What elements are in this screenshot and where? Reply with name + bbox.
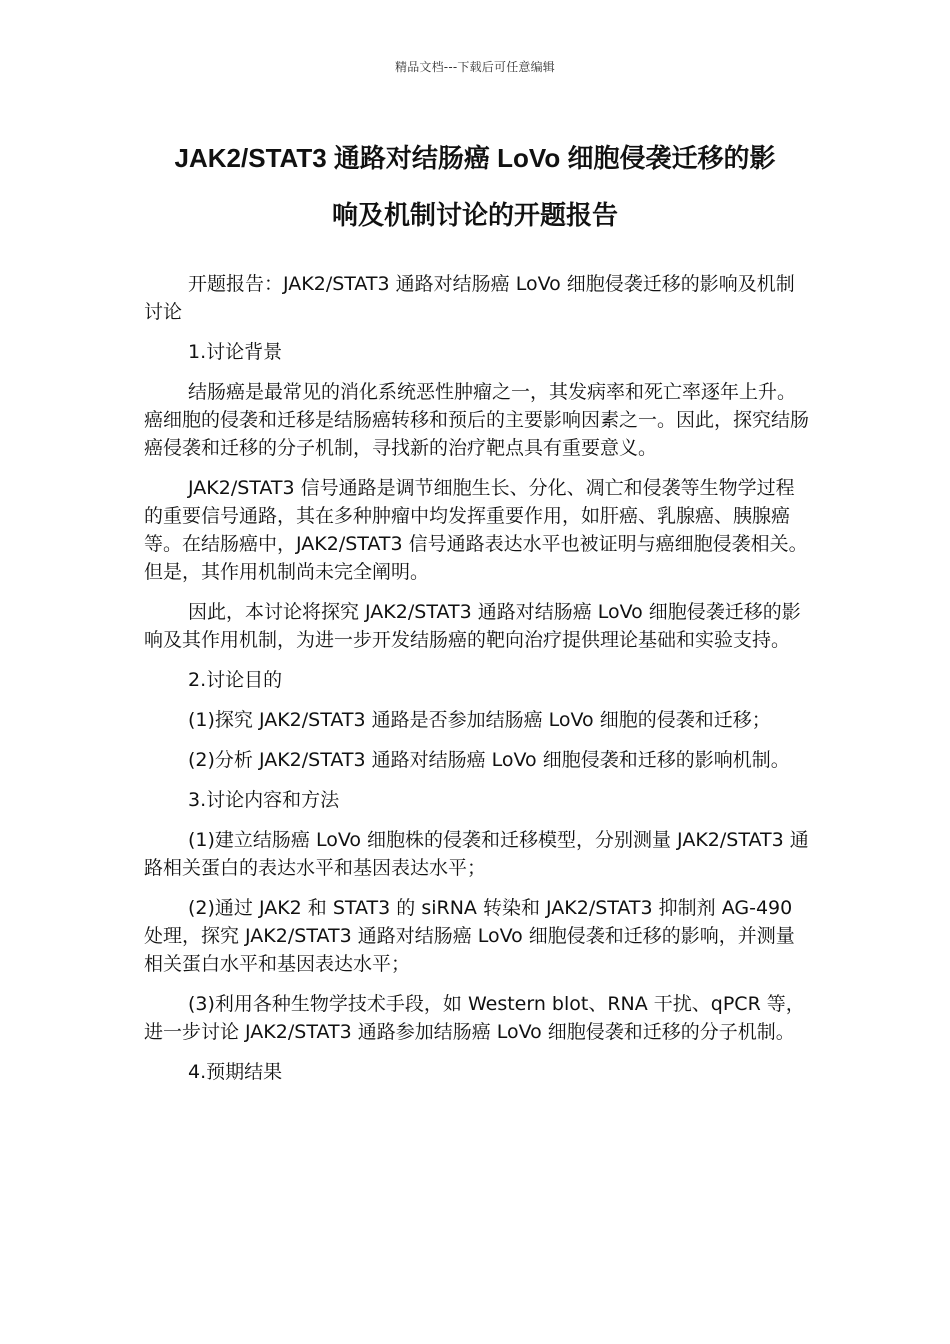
list-item: (2)分析 JAK2/STAT3 通路对结肠癌 LoVo 细胞侵袭和迁移的影响机制。 [188,749,790,771]
list-item: (2)通过 JAK2 和 STAT3 的 siRNA 转染和 JAK2/STAT3 抑制剂 AG-490 处理，探究 JAK2/STAT3 通路对结肠癌 LoVo 细胞侵袭和迁移的影响，并测量相关蛋白水平和基因表达水平； [144,897,795,975]
body-paragraph: 因此，本讨论将探究 JAK2/STAT3 通路对结肠癌 LoVo 细胞侵袭迁移的影响及其作用机制，为进一步开发结肠癌的靶向治疗提供理论基础和实验支持。 [144,601,801,651]
list-item: (1)建立结肠癌 LoVo 细胞株的侵袭和迁移模型，分别测量 JAK2/STAT3 通路相关蛋白的表达水平和基因表达水平； [144,829,809,879]
document-body [144,270,812,1098]
intro-paragraph: 开题报告：JAK2/STAT3 通路对结肠癌 LoVo 细胞侵袭迁移的影响及机制讨论 [144,273,795,323]
section-heading-methods: 3.讨论内容和方法 [188,789,340,811]
title-line-2: 响及机制讨论的开题报告 [331,200,618,230]
document-title [110,130,840,244]
list-item: (1)探究 JAK2/STAT3 通路是否参加结肠癌 LoVo 细胞的侵袭和迁移； [188,709,771,731]
list-item: (3)利用各种生物学技术手段，如 Western blot、RNA 干扰、qPCR 等，进一步讨论 JAK2/STAT3 通路参加结肠癌 LoVo 细胞侵袭和迁移的分子机制。 [144,993,805,1043]
body-paragraph: JAK2/STAT3 信号通路是调节细胞生长、分化、凋亡和侵袭等生物学过程的重要信号通路，其在多种肿瘤中均发挥重要作用，如肝癌、乳腺癌、胰腺癌等。在结肠癌中，JAK2/STAT3 信号通路表达水平也被证明与癌细胞侵袭相关。但是，其作用机制尚未完全阐明。 [144,477,808,583]
title-line-1: JAK2/STAT3 通路对结肠癌 LoVo 细胞侵袭迁移的影 [174,143,776,173]
body-paragraph: 结肠癌是最常见的消化系统恶性肿瘤之一，其发病率和死亡率逐年上升。癌细胞的侵袭和迁移是结肠癌转移和预后的主要影响因素之一。因此，探究结肠癌侵袭和迁移的分子机制，寻找新的治疗靶点具有重要意义。 [144,381,810,459]
header-note: 精品文档---下载后可任意编辑 [395,60,555,74]
section-heading-expected-results: 4.预期结果 [188,1061,283,1083]
section-heading-purpose: 2.讨论目的 [188,669,283,691]
section-heading-background: 1.讨论背景 [188,341,283,363]
